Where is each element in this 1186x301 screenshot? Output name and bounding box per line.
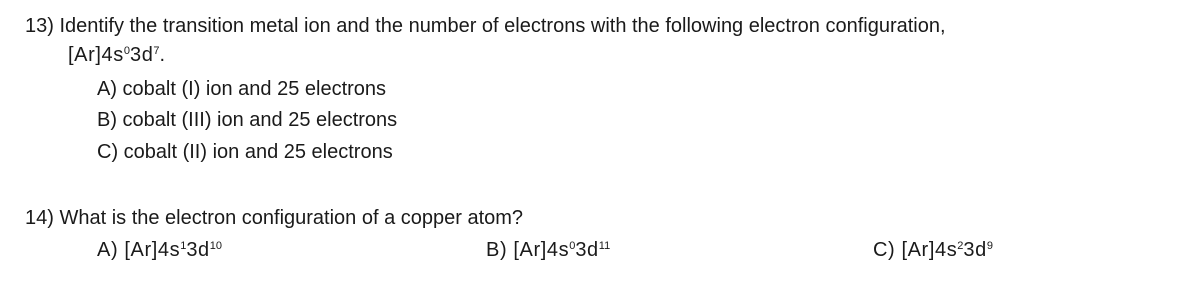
question-13-option-c[interactable]: C) cobalt (II) ion and 25 electrons [97, 141, 393, 163]
question-13-option-b[interactable]: B) cobalt (III) ion and 25 electrons [97, 109, 398, 131]
config-core: [Ar]4s [68, 44, 124, 66]
option-a-d-orbital: 3d [186, 239, 210, 261]
config-d-exponent: 7 [153, 45, 160, 57]
option-b-d-exponent: 11 [598, 240, 611, 252]
question-14-option-c[interactable] [873, 240, 993, 260]
config-end: . [159, 44, 166, 66]
question-14-option-a[interactable] [97, 240, 222, 260]
option-c-d-exponent: 9 [986, 240, 993, 252]
question-13-configuration [68, 45, 166, 65]
question-14-stem: 14) What is the electron configuration of a copper atom? [25, 207, 524, 229]
option-b-d-orbital: 3d [575, 239, 599, 261]
config-s-exponent: 0 [123, 45, 130, 57]
option-c-prefix: C) [Ar]4s [873, 239, 958, 261]
option-a-prefix: A) [Ar]4s [97, 239, 181, 261]
question-13-stem: 13) Identify the transition metal ion and the number of electrons with the following electron configuration, [25, 15, 946, 37]
option-a-d-exponent: 10 [209, 240, 223, 252]
option-b-prefix: B) [Ar]4s [486, 239, 570, 261]
question-13-option-a[interactable]: A) cobalt (I) ion and 25 electrons [97, 78, 387, 100]
option-b-s-exponent: 0 [569, 240, 576, 252]
option-a-s-exponent: 1 [180, 240, 187, 252]
config-d-orbital: 3d [129, 44, 154, 66]
option-c-d-orbital: 3d [963, 239, 987, 261]
option-c-s-exponent: 2 [957, 240, 964, 252]
question-14-option-b[interactable] [486, 240, 610, 260]
